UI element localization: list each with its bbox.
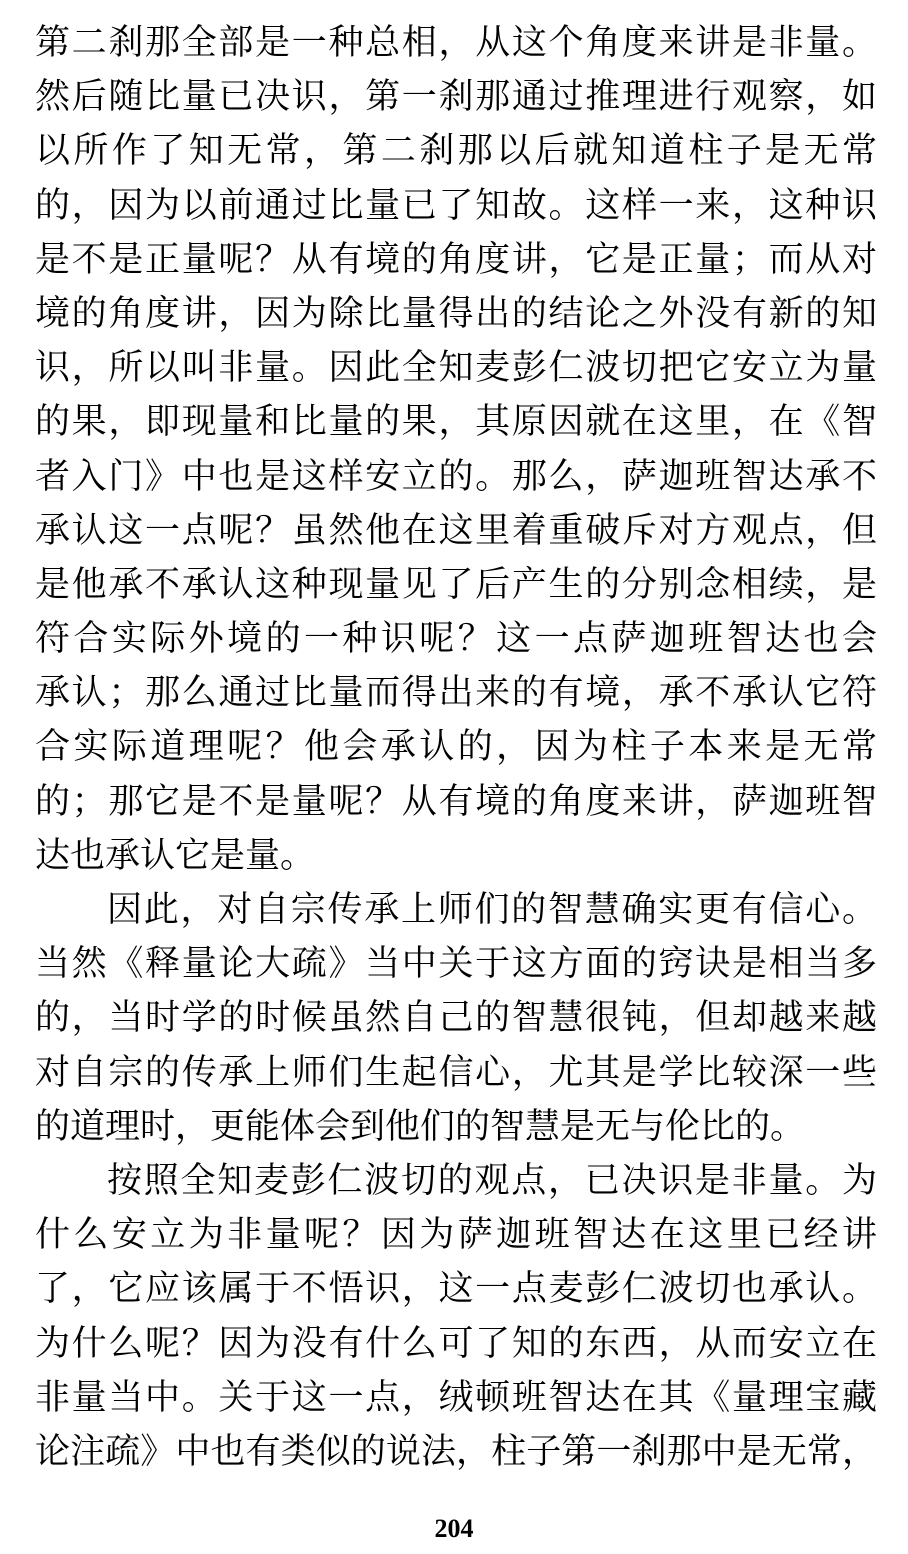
text-line: 达也承认它是量。 — [35, 835, 316, 876]
page-number: 204 — [434, 1514, 474, 1543]
text-line: 的果，即现量和比量的果，其原因就在这里，在《智 — [35, 402, 877, 443]
text-line: 的道理时，更能体会到他们的智慧是无与伦比的。 — [35, 1106, 806, 1147]
text-line: 的，因为以前通过比量已了知故。这样一来，这种识 — [35, 185, 877, 226]
text-line: 承认；那么通过比量而得出来的有境，承不承认它符 — [35, 673, 877, 714]
paragraph-first-line: 因此，对自宗传承上师们的智慧确实更有信心。 — [107, 890, 877, 930]
text-line: 什么安立为非量呢？因为萨迦班智达在这里已经讲 — [35, 1215, 877, 1256]
text-line: 识，所以叫非量。因此全知麦彭仁波切把它安立为量 — [35, 348, 877, 389]
text-line: 第二刹那全部是一种总相，从这个角度来讲是非量。 — [35, 23, 877, 63]
text-line: 以所作了知无常，第二刹那以后就知道柱子是无常 — [35, 131, 877, 172]
text-line: 合实际道理呢？他会承认的，因为柱子本来是无常 — [35, 727, 877, 768]
text-line: 是不是正量呢？从有境的角度讲，它是正量；而从对 — [35, 239, 877, 280]
text-line: 承认这一点呢？虽然他在这里着重破斥对方观点，但 — [35, 510, 877, 551]
text-line: 符合实际外境的一种识呢？这一点萨迦班智达也会 — [35, 619, 877, 660]
text-line: 当然《释量论大疏》当中关于这方面的窍诀是相当多 — [35, 944, 877, 985]
text-line: 境的角度讲，因为除比量得出的结论之外没有新的知 — [35, 293, 877, 334]
paragraph-first-line: 按照全知麦彭仁波切的观点，已决识是非量。为 — [107, 1160, 877, 1201]
text-line: 然后随比量已决识，第一刹那通过推理进行观察，如 — [35, 77, 877, 118]
text-line: 的；那它是不是量呢？从有境的角度来讲，萨迦班智 — [35, 781, 877, 822]
text-line: 了，它应该属于不悟识，这一点麦彭仁波切也承认。 — [35, 1269, 877, 1310]
page-text — [35, 16, 877, 1479]
text-line: 是他承不承认这种现量见了后产生的分别念相续，是 — [35, 564, 877, 605]
text-line: 非量当中。关于这一点，绒顿班智达在其《量理宝藏 — [35, 1377, 877, 1418]
text-line: 对自宗的传承上师们生起信心，尤其是学比较深一些 — [35, 1052, 877, 1093]
text-line: 为什么呢？因为没有什么可了知的东西，从而安立在 — [35, 1323, 877, 1364]
text-line: 者入门》中也是这样安立的。那么，萨迦班智达承不 — [35, 456, 877, 497]
text-line: 论注疏》中也有类似的说法，柱子第一刹那中是无常， — [35, 1431, 877, 1472]
text-line: 的，当时学的时候虽然自己的智慧很钝，但却越来越 — [35, 998, 877, 1039]
